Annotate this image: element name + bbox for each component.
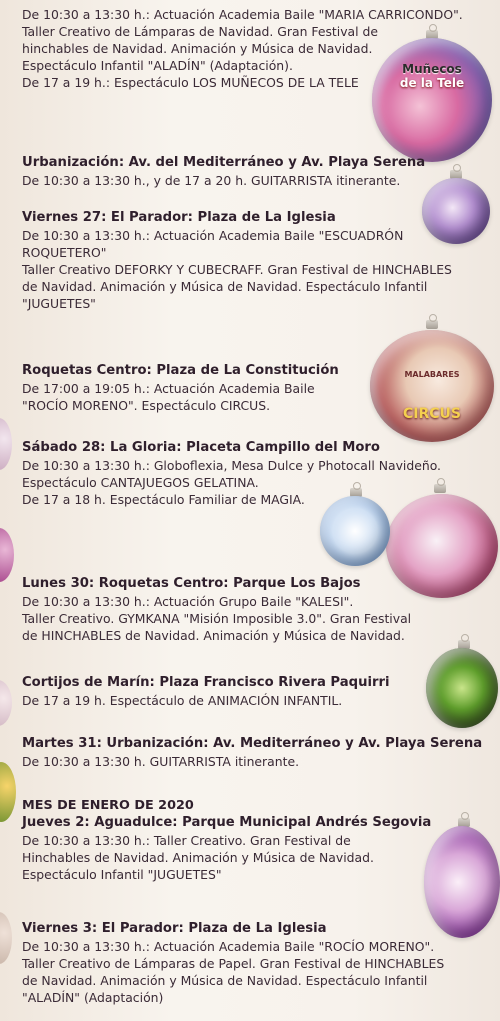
event-line: De 10:30 a 13:30 h., y de 17 a 20 h. GUITARRISTA itinerante. bbox=[22, 173, 401, 188]
ornament-circus-line2: CIRCUS bbox=[403, 406, 461, 422]
event-line: De 17 a 18 h. Espectáculo Familiar de MAGIA. bbox=[22, 492, 305, 507]
event-heading: Lunes 30: Roquetas Centro: Parque Los Bajos bbox=[22, 576, 361, 591]
event-line: De 17:00 a 19:05 h.: Actuación Academia Baile bbox=[22, 381, 315, 396]
event-heading: Urbanización: Av. del Mediterráneo y Av. Playa Serena bbox=[22, 155, 426, 170]
event-heading: Viernes 3: El Parador: Plaza de La Iglesia bbox=[22, 921, 327, 936]
event-line: De 10:30 a 13:30 h.: Taller Creativo. Gran Festival de bbox=[22, 833, 351, 848]
event-line: ROQUETERO" bbox=[22, 245, 107, 260]
ornament-munecos-line1: Muñecos bbox=[402, 62, 462, 76]
event-line: de HINCHABLES de Navidad. Animación y Música de Navidad. bbox=[22, 628, 405, 643]
event-line: "ALADÍN" (Adaptación) bbox=[22, 990, 164, 1005]
left-edge-ornament-5 bbox=[0, 912, 12, 964]
event-block-9 bbox=[22, 797, 432, 883]
event-block-8 bbox=[22, 735, 492, 770]
event-heading: Cortijos de Marín: Plaza Francisco Rivera Paquirri bbox=[22, 675, 390, 690]
event-block-6 bbox=[22, 575, 442, 644]
event-heading: Jueves 2: Aguadulce: Parque Municipal Andrés Segovia bbox=[22, 815, 432, 830]
event-block-4 bbox=[22, 362, 367, 414]
grinch-ornament bbox=[426, 648, 498, 728]
event-line: de Navidad. Animación y Música de Navidad. Espectáculo Infantil bbox=[22, 973, 428, 988]
left-edge-ornament-3 bbox=[0, 680, 12, 726]
event-block-5 bbox=[22, 439, 492, 508]
event-line: Taller Creativo de Lámparas de Navidad. Gran Festival de bbox=[22, 24, 378, 39]
left-edge-ornament-4 bbox=[0, 762, 16, 822]
circus-ornament bbox=[370, 330, 494, 442]
event-line: De 10:30 a 13:30 h.: Globoflexia, Mesa Dulce y Photocall Navideño. bbox=[22, 458, 441, 473]
event-line: de Navidad. Animación y Música de Navidad. Espectáculo Infantil bbox=[22, 279, 428, 294]
event-heading: Roquetas Centro: Plaza de La Constitución bbox=[22, 363, 339, 378]
left-edge-ornament-2 bbox=[0, 528, 14, 582]
event-line: De 10:30 a 13:30 h. GUITARRISTA itinerante. bbox=[22, 754, 300, 769]
event-block-2 bbox=[22, 154, 492, 189]
month-heading: MES DE ENERO DE 2020 bbox=[22, 798, 194, 813]
ornament-munecos-line2: de la Tele bbox=[399, 76, 465, 90]
event-heading: Viernes 27: El Parador: Plaza de La Iglesia bbox=[22, 210, 336, 225]
event-block-10 bbox=[22, 920, 492, 1006]
event-line: "JUGUETES" bbox=[22, 296, 96, 311]
event-line: "ROCÍO MORENO". Espectáculo CIRCUS. bbox=[22, 398, 271, 413]
event-line: De 10:30 a 13:30 h.: Actuación Grupo Baile "KALESI". bbox=[22, 594, 354, 609]
event-line: Taller Creativo DEFORKY Y CUBECRAFF. Gran Festival de HINCHABLES bbox=[22, 262, 452, 277]
event-heading: Martes 31: Urbanización: Av. Mediterráneo y Av. Playa Serena bbox=[22, 736, 483, 751]
event-line: De 10:30 a 13:30 h.: Actuación Academia Baile "ROCÍO MORENO". bbox=[22, 939, 435, 954]
event-line: hinchables de Navidad. Animación y Música de Navidad. bbox=[22, 41, 373, 56]
ornament-circus-line1: MALABARES bbox=[404, 370, 460, 379]
event-line: Espectáculo Infantil "JUGUETES" bbox=[22, 867, 222, 882]
event-line: Taller Creativo de Lámparas de Papel. Gran Festival de HINCHABLES bbox=[22, 956, 445, 971]
event-line: Espectáculo CANTAJUEGOS GELATINA. bbox=[22, 475, 259, 490]
left-edge-ornament-1 bbox=[0, 418, 12, 470]
event-block-3 bbox=[22, 209, 462, 312]
event-line: De 10:30 a 13:30 h.: Actuación Academia Baile "MARIA CARRICONDO". bbox=[22, 7, 463, 22]
event-block-7 bbox=[22, 674, 422, 709]
ornament-cap bbox=[426, 320, 438, 329]
event-block-1 bbox=[22, 6, 472, 91]
event-line: De 17 a 19 h. Espectáculo de ANIMACIÓN INFANTIL. bbox=[22, 693, 343, 708]
event-heading: Sábado 28: La Gloria: Placeta Campillo del Moro bbox=[22, 440, 380, 455]
event-line: De 10:30 a 13:30 h.: Actuación Academia Baile "ESCUADRÓN bbox=[22, 228, 404, 243]
event-line: Espectáculo Infantil "ALADÍN" (Adaptación). bbox=[22, 58, 293, 73]
event-line: Taller Creativo. GYMKANA "Misión Imposible 3.0". Gran Festival bbox=[22, 611, 412, 626]
event-line: Hinchables de Navidad. Animación y Música de Navidad. bbox=[22, 850, 374, 865]
event-line: De 17 a 19 h.: Espectáculo LOS MUÑECOS DE LA TELE bbox=[22, 75, 359, 90]
